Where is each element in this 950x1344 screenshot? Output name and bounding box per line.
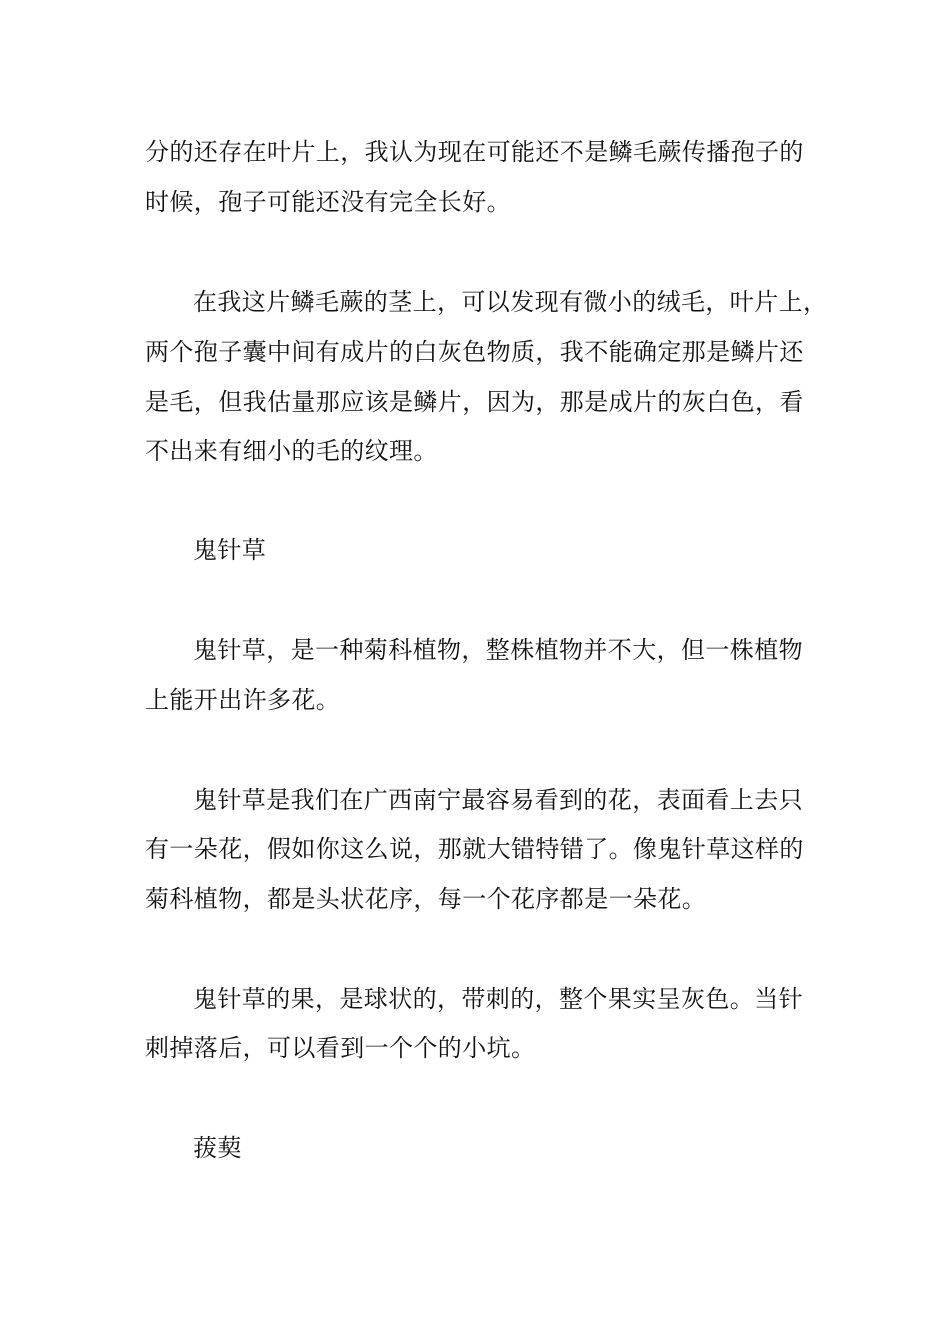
section-heading: 鬼针草 [193,536,267,564]
paragraph-line: 刺掉落后，可以看到一个个的小坑。 [145,1034,536,1062]
paragraph-line: 鬼针草是我们在广西南宁最容易看到的花，表面看上去只 [193,786,803,814]
paragraph-line: 有一朵花，假如你这么说，那就大错特错了。像鬼针草这样的 [145,835,804,863]
paragraph-line: 鬼针草的果，是球状的，带刺的，整个果实呈灰色。当针 [193,985,803,1013]
section-heading: 菝葜 [193,1134,242,1162]
paragraph-line: 菊科植物，都是头状花序，每一个花序都是一朵花。 [145,885,707,913]
paragraph-line: 分的还存在叶片上，我认为现在可能还不是鳞毛蕨传播孢子的 [145,138,804,166]
paragraph-line: 两个孢子囊中间有成片的白灰色物质，我不能确定那是鳞片还 [145,338,804,366]
paragraph-line: 是毛，但我估量那应该是鳞片，因为，那是成片的灰白色，看 [145,388,804,416]
paragraph-line: 在我这片鳞毛蕨的茎上，可以发现有微小的绒毛，叶片上， [193,288,828,316]
paragraph-line: 鬼针草，是一种菊科植物，整株植物并不大，但一株植物 [193,636,803,664]
paragraph-line: 时候，孢子可能还没有完全长好。 [145,188,511,216]
paragraph-line: 不出来有细小的毛的纹理。 [145,437,438,465]
paragraph-line: 上能开出许多花。 [145,686,341,714]
